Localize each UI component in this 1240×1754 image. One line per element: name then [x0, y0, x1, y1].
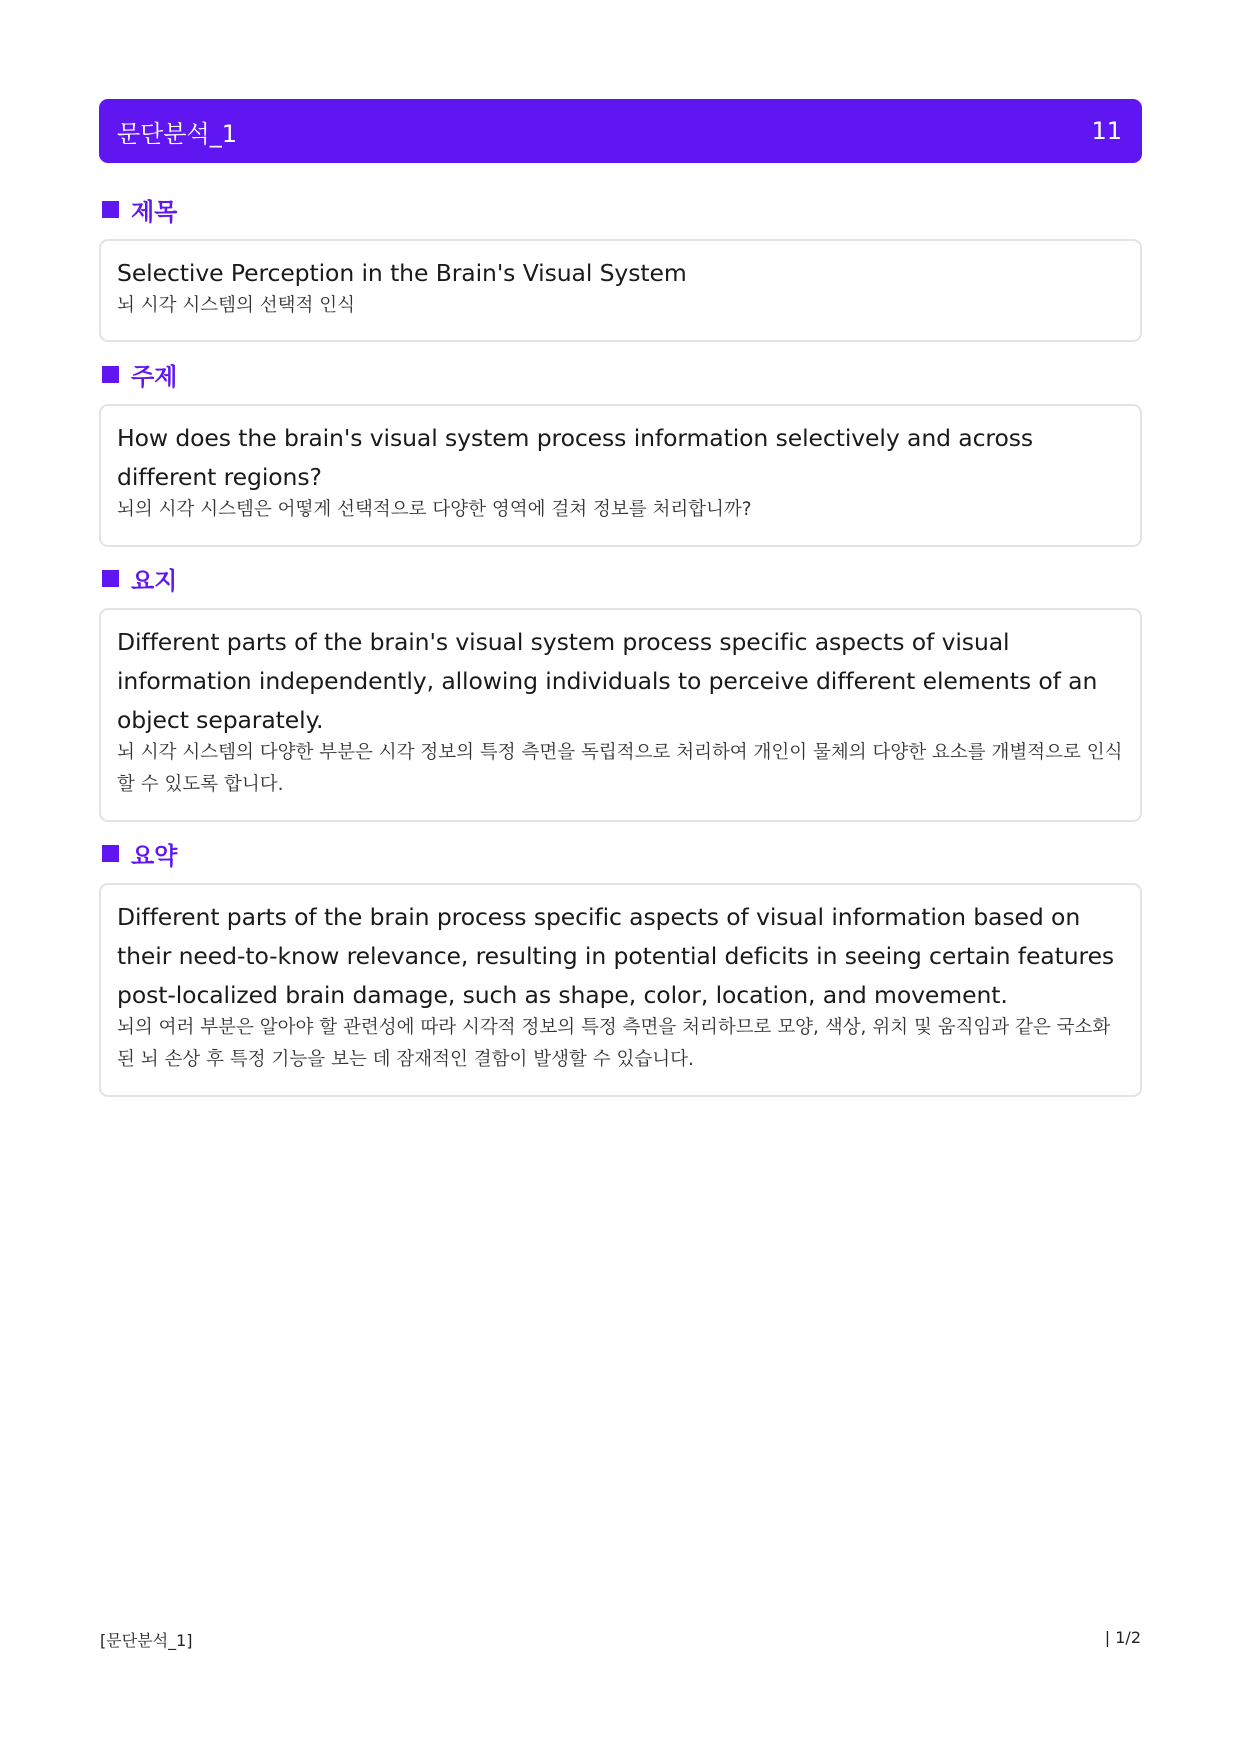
square-bullet-icon	[102, 845, 119, 862]
section-heading-title	[102, 193, 177, 225]
title-english: Selective Perception in the Brain's Visual System	[117, 259, 687, 287]
header-bar	[99, 99, 1142, 163]
topic-english: How does the brain's visual system process information selectively and across different regions?	[117, 424, 1034, 491]
title-korean: 뇌 시각 시스템의 선택적 인식	[117, 295, 355, 316]
header-number: 11	[1091, 117, 1122, 145]
topic-korean: 뇌의 시각 시스템은 어떻게 선택적으로 다양한 영역에 걸쳐 정보를 처리합니까?	[117, 499, 752, 520]
summary-card	[99, 883, 1142, 1097]
section-heading-topic	[102, 358, 177, 390]
square-bullet-icon	[102, 366, 119, 383]
title-card	[99, 239, 1142, 342]
section-heading-label: 제목	[131, 197, 178, 226]
gist-card	[99, 608, 1142, 822]
gist-english: Different parts of the brain's visual system process specific aspects of visual information independently, allowing individuals to perceive different elements of an object separately.	[117, 628, 1098, 734]
topic-card	[99, 404, 1142, 547]
section-heading-label: 요지	[131, 566, 178, 595]
summary-english: Different parts of the brain process specific aspects of visual information based on their need-to-know relevance, resulting in potential deficits in seeing certain features post-localized brain damage, such as shape, color, location, and movement.	[117, 903, 1115, 1009]
section-heading-summary	[102, 837, 177, 869]
square-bullet-icon	[102, 201, 119, 218]
footer-doc-label: [문단분석_1]	[100, 1631, 193, 1650]
section-heading-label: 요약	[131, 841, 178, 870]
gist-korean: 뇌 시각 시스템의 다양한 부분은 시각 정보의 특정 측면을 독립적으로 처리하여 개인이 물체의 다양한 요소를 개별적으로 인식할 수 있도록 합니다.	[117, 742, 1123, 795]
header-title: 문단분석_1	[117, 119, 238, 148]
summary-korean: 뇌의 여러 부분은 알아야 할 관련성에 따라 시각적 정보의 특정 측면을 처리하므로 모양, 색상, 위치 및 움직임과 같은 국소화된 뇌 손상 후 특정 기능을 보는 데 잠재적인 결함이 발생할 수 있습니다.	[117, 1017, 1111, 1070]
square-bullet-icon	[102, 570, 119, 587]
section-heading-label: 주제	[131, 362, 178, 391]
section-heading-gist	[102, 562, 177, 594]
footer-page-number: | 1/2	[1104, 1628, 1141, 1647]
